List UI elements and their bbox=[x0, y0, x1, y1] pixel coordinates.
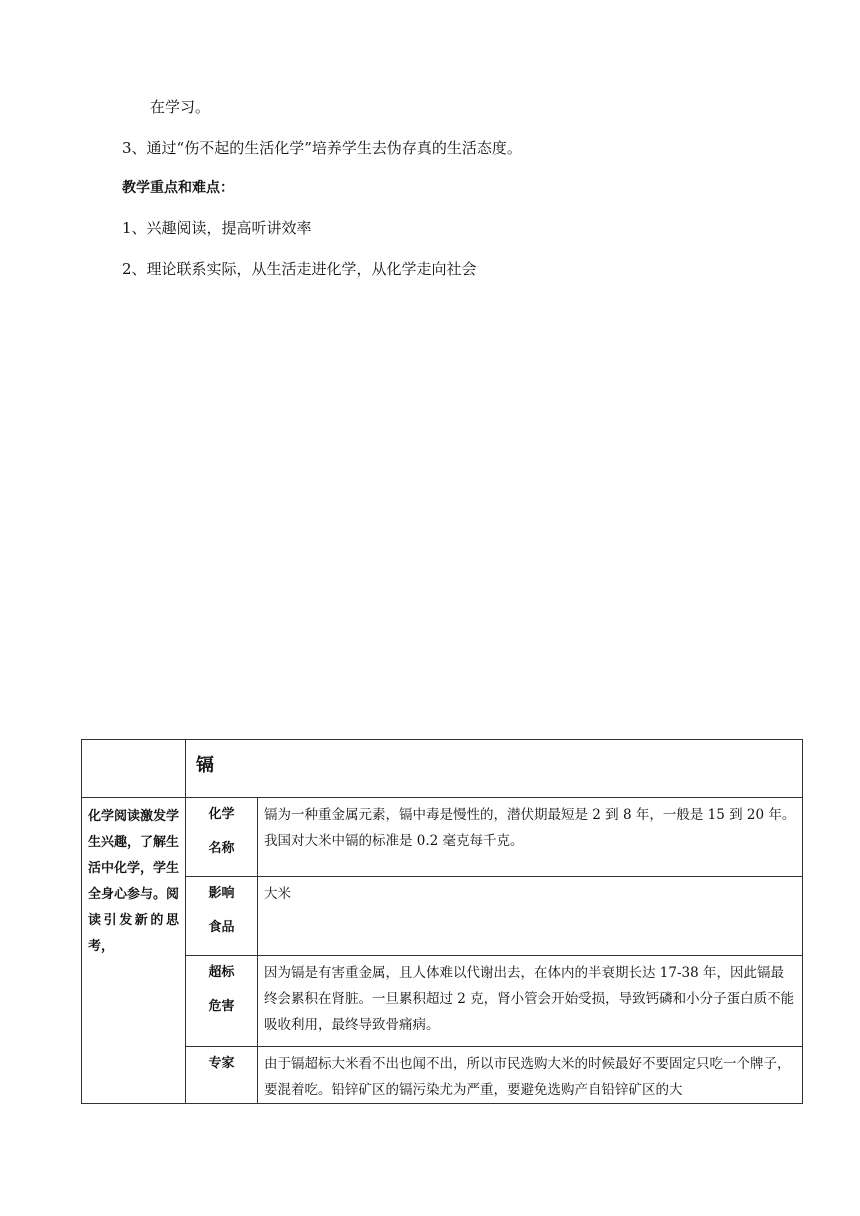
row-label-top: 超标 bbox=[208, 965, 235, 980]
key-points-heading: 教学重点和难点： bbox=[122, 180, 234, 196]
row-label-bottom: 食品 bbox=[208, 920, 235, 935]
key-point-2: 2、理论联系实际，从生活走进化学，从化学走向社会 bbox=[122, 260, 477, 278]
table-title: 镉 bbox=[196, 755, 214, 776]
row-label bbox=[186, 798, 258, 877]
empty-corner-cell bbox=[82, 740, 186, 798]
table-title-row bbox=[82, 740, 803, 798]
intro-line-1: 在学习。 bbox=[150, 98, 211, 116]
row-label bbox=[186, 877, 258, 956]
table-row bbox=[82, 1047, 803, 1104]
row-label-bottom: 名称 bbox=[208, 841, 235, 856]
row-text: 因为镉是有害重金属，且人体难以代谢出去，在体内的半衰期长达 17-38 年，因此镉最终会累积在肾脏。一旦累积超过 2 克，肾小管会开始受损，导致钙磷和小分子蛋白质不能吸收利用，最终导致骨痛病。 bbox=[258, 956, 803, 1047]
table-row bbox=[82, 956, 803, 1047]
left-note: 化学阅读激发学生兴趣，了解生活中化学，学生全身心参与。阅读引发新的思考， bbox=[82, 798, 186, 1104]
row-text: 大米 bbox=[258, 877, 803, 956]
intro-line-2: 3、通过“伤不起的生活化学”培养学生去伪存真的生活态度。 bbox=[122, 139, 522, 157]
row-label-top: 化学 bbox=[208, 807, 235, 822]
row-text: 镉为一种重金属元素，镉中毒是慢性的，潜伏期最短是 2 到 8 年，一般是 15 到 20 年。我国对大米中镉的标准是 0.2 毫克每千克。 bbox=[258, 798, 803, 877]
row-label bbox=[186, 956, 258, 1047]
row-label-bottom: 危害 bbox=[208, 999, 235, 1014]
row-label-top: 影响 bbox=[208, 886, 235, 901]
row-label bbox=[186, 1047, 258, 1104]
key-point-1: 1、兴趣阅读，提高听讲效率 bbox=[122, 219, 312, 237]
table-row bbox=[82, 877, 803, 956]
row-label-top: 专家 bbox=[208, 1056, 235, 1071]
title-cell bbox=[186, 740, 803, 798]
table-row bbox=[82, 798, 803, 877]
row-text: 由于镉超标大米看不出也闻不出，所以市民选购大米的时候最好不要固定只吃一个牌子，要混着吃。铅锌矿区的镉污染尤为严重，要避免选购产自铅锌矿区的大 bbox=[258, 1047, 803, 1104]
content-table bbox=[81, 739, 803, 1104]
